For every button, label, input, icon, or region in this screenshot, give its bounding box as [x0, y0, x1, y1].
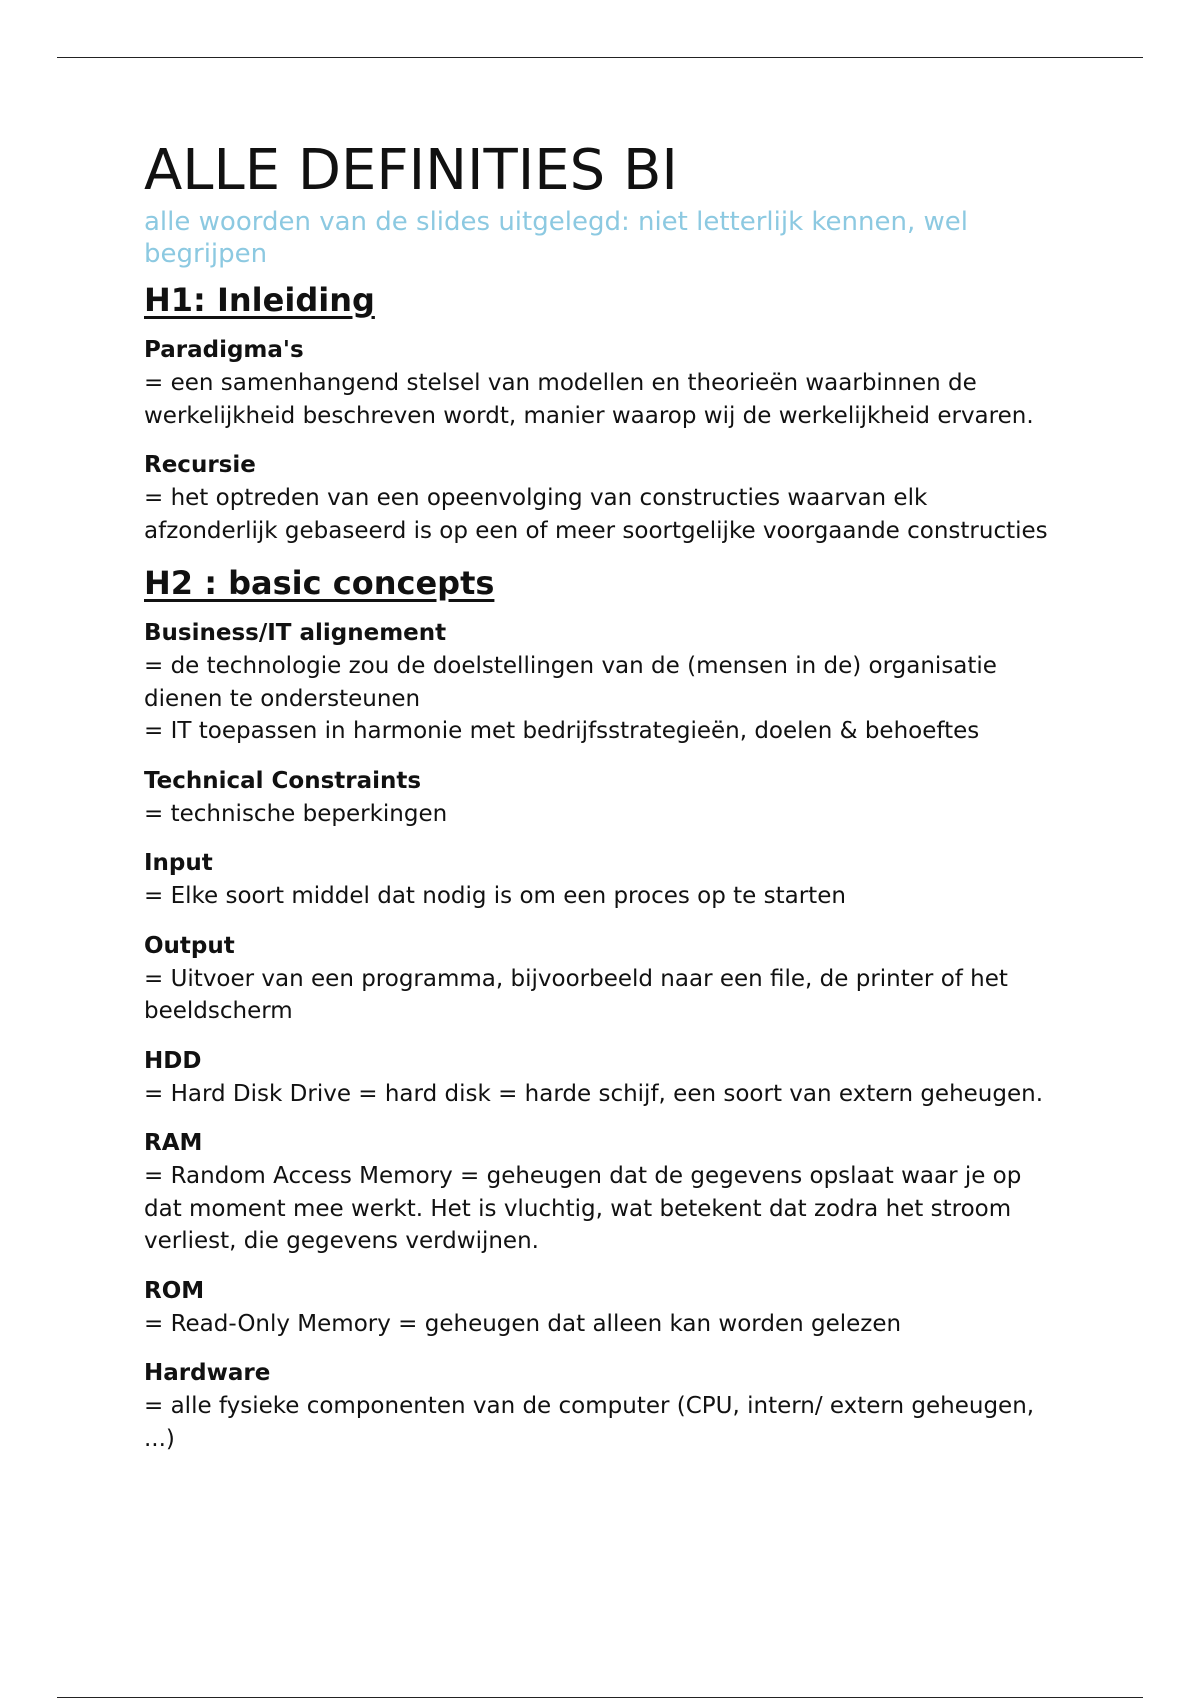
top-rule: [57, 57, 1143, 58]
section-heading-h1: H1: Inleiding: [144, 281, 375, 319]
definition-entry-technical-constraints: [144, 765, 1064, 831]
term-label: ROM: [144, 1277, 205, 1304]
definition-text: = Read-Only Memory = geheugen dat alleen kan worden gelezen: [144, 1310, 902, 1337]
definition-entry-rom: [144, 1275, 1064, 1341]
section-heading-h2: H2 : basic concepts: [144, 564, 495, 602]
term-label: Hardware: [144, 1360, 271, 1386]
document-page: [144, 138, 1064, 1455]
bottom-rule: [57, 1697, 1143, 1698]
term-label: Input: [144, 850, 213, 876]
definition-entry-business-it-alignement: [144, 617, 1064, 748]
definition-entry-ram: [144, 1127, 1064, 1258]
definition-text: = Hard Disk Drive = hard disk = harde schijf, een soort van extern geheugen.: [144, 1080, 1044, 1107]
definition-entry-paradigmas: [144, 334, 1064, 432]
definition-entry-hdd: [144, 1045, 1064, 1111]
page-subtitle: alle woorden van de slides uitgelegd: niet letterlijk kennen, wel begrijpen: [144, 207, 968, 269]
term-label: Technical Constraints: [144, 767, 422, 794]
term-label: Recursie: [144, 452, 256, 478]
term-label: RAM: [144, 1130, 203, 1156]
definition-text: = Random Access Memory = geheugen dat de gegevens opslaat waar je op dat moment mee werkt. Het is vluchtig, wat betekent dat zodra het stroom verliest, die gegevens verdwijnen.: [144, 1163, 1022, 1254]
definition-text: = technische beperkingen: [144, 800, 448, 827]
term-label: Business/IT alignement: [144, 620, 447, 646]
definition-entry-recursie: [144, 449, 1064, 547]
page-title: ALLE DEFINITIES BI: [144, 138, 678, 203]
definition-text: = de technologie zou de doelstellingen van de (mensen in de) organisatie dienen te ondersteunen = IT toepassen in harmonie met bedrijfsstrategieën, doelen & behoeftes: [144, 653, 997, 744]
definition-text: = een samenhangend stelsel van modellen en theorieën waarbinnen de werkelijkheid beschreven wordt, manier waarop wij de werkelijkheid ervaren.: [144, 370, 1034, 429]
definition-entry-hardware: [144, 1357, 1064, 1455]
term-label: HDD: [144, 1047, 202, 1074]
definition-text: = Elke soort middel dat nodig is om een proces op te starten: [144, 883, 846, 909]
definition-text: = Uitvoer van een programma, bijvoorbeeld naar een file, de printer of het beeldscherm: [144, 965, 1008, 1024]
definition-text: = het optreden van een opeenvolging van constructies waarvan elk afzonderlijk gebaseerd is op een of meer soortgelijke voorgaande constructies: [144, 485, 1048, 544]
definition-text: = alle fysieke componenten van de computer (CPU, intern/ extern geheugen, ...): [144, 1393, 1035, 1452]
term-label: Paradigma's: [144, 337, 304, 363]
definition-entry-output: [144, 930, 1064, 1028]
term-label: Output: [144, 932, 235, 959]
definition-entry-input: [144, 847, 1064, 913]
